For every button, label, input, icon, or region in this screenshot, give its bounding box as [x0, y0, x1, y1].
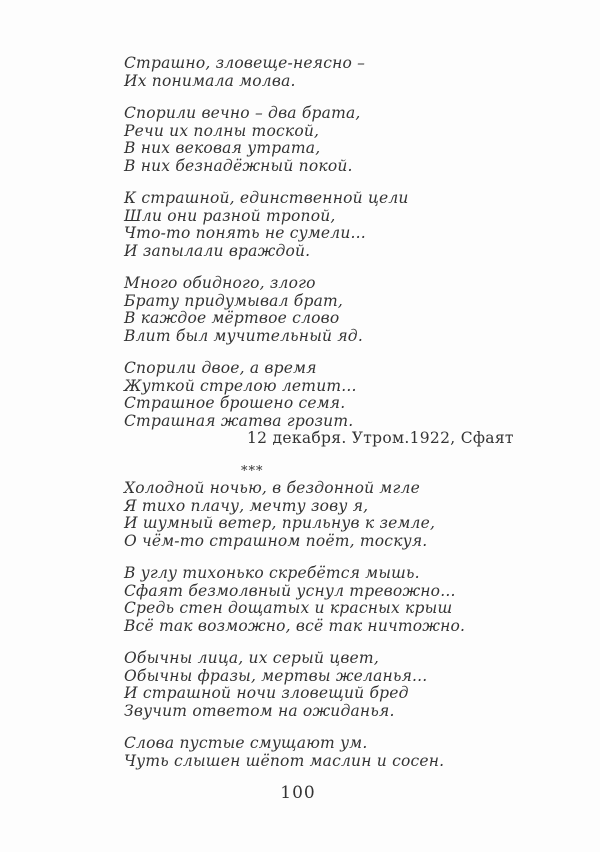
poem-line: В них вековая утрата, — [124, 139, 321, 157]
poem-line: В них безнадёжный покой. — [124, 156, 353, 175]
poem-line: Всё так возможно, всё так ничтожно. — [124, 616, 466, 635]
poem-line: Сфаят безмолвный уснул тревожно... — [124, 581, 456, 600]
poem-line: О чём-то страшном поёт, тоскуя. — [124, 531, 428, 550]
poem-2 — [124, 480, 544, 770]
stanza — [124, 735, 544, 770]
stanza — [124, 480, 544, 550]
poem-line: И шумный ветер, прильнув к земле, — [124, 514, 436, 532]
poetry-text-block — [124, 55, 544, 785]
poem-line: Звучит ответом на ожиданья. — [124, 701, 395, 720]
poem-line: Спорили двое, а время — [124, 359, 317, 377]
section-separator: *** — [241, 463, 264, 479]
stanza — [124, 650, 544, 720]
poem-line: Жуткой стрелою летит... — [124, 376, 357, 395]
poem-line: Холодной ночью, в бездонной мгле — [124, 479, 420, 497]
poem-line: Обычны лица, их серый цвет, — [124, 649, 379, 667]
poem-dateline: 12 декабря. Утром.1922, Сфаят — [247, 429, 514, 447]
poem-line: В углу тихонько скребётся мышь. — [124, 564, 420, 582]
stanza — [124, 565, 544, 635]
stanza — [124, 105, 544, 175]
poem-line: И страшной ночи зловещий бред — [124, 684, 409, 702]
poem-line: И запылали враждой. — [124, 241, 311, 260]
stanza — [124, 360, 544, 448]
poem-line: К страшной, единственной цели — [124, 189, 409, 207]
poem-line: Брату придумывал брат, — [124, 291, 344, 310]
poem-1 — [124, 55, 544, 448]
poem-line: Обычны фразы, мертвы желанья... — [124, 666, 428, 685]
poem-line: Речи их полны тоской, — [124, 121, 320, 140]
poem-line: Влит был мучительный яд. — [124, 326, 363, 345]
page-number: 100 — [280, 783, 316, 803]
poem-line: Слова пустые смущают ум. — [124, 734, 368, 752]
poem-line: Спорили вечно – два брата, — [124, 104, 361, 122]
poem-line: Что-то понять не сумели... — [124, 224, 366, 242]
poem-line: В каждое мёртвое слово — [124, 309, 340, 327]
poem-line: Страшная жатва грозит. — [124, 411, 354, 430]
stanza — [124, 275, 544, 345]
stanza — [124, 55, 544, 90]
poem-line: Много обидного, злого — [124, 274, 316, 292]
stanza — [124, 190, 544, 260]
poem-line: Их понимала молва. — [124, 71, 296, 90]
poem-line: Шли они разной тропой, — [124, 206, 336, 225]
poem-line: Страшно, зловеще-неясно – — [124, 54, 366, 72]
poem-line: Чуть слышен шёпот маслин и сосен. — [124, 751, 445, 770]
poem-line: Средь стен дощатых и красных крыш — [124, 599, 453, 617]
poem-line: Я тихо плачу, мечту зову я, — [124, 496, 369, 515]
poem-line: Страшное брошено семя. — [124, 394, 346, 412]
